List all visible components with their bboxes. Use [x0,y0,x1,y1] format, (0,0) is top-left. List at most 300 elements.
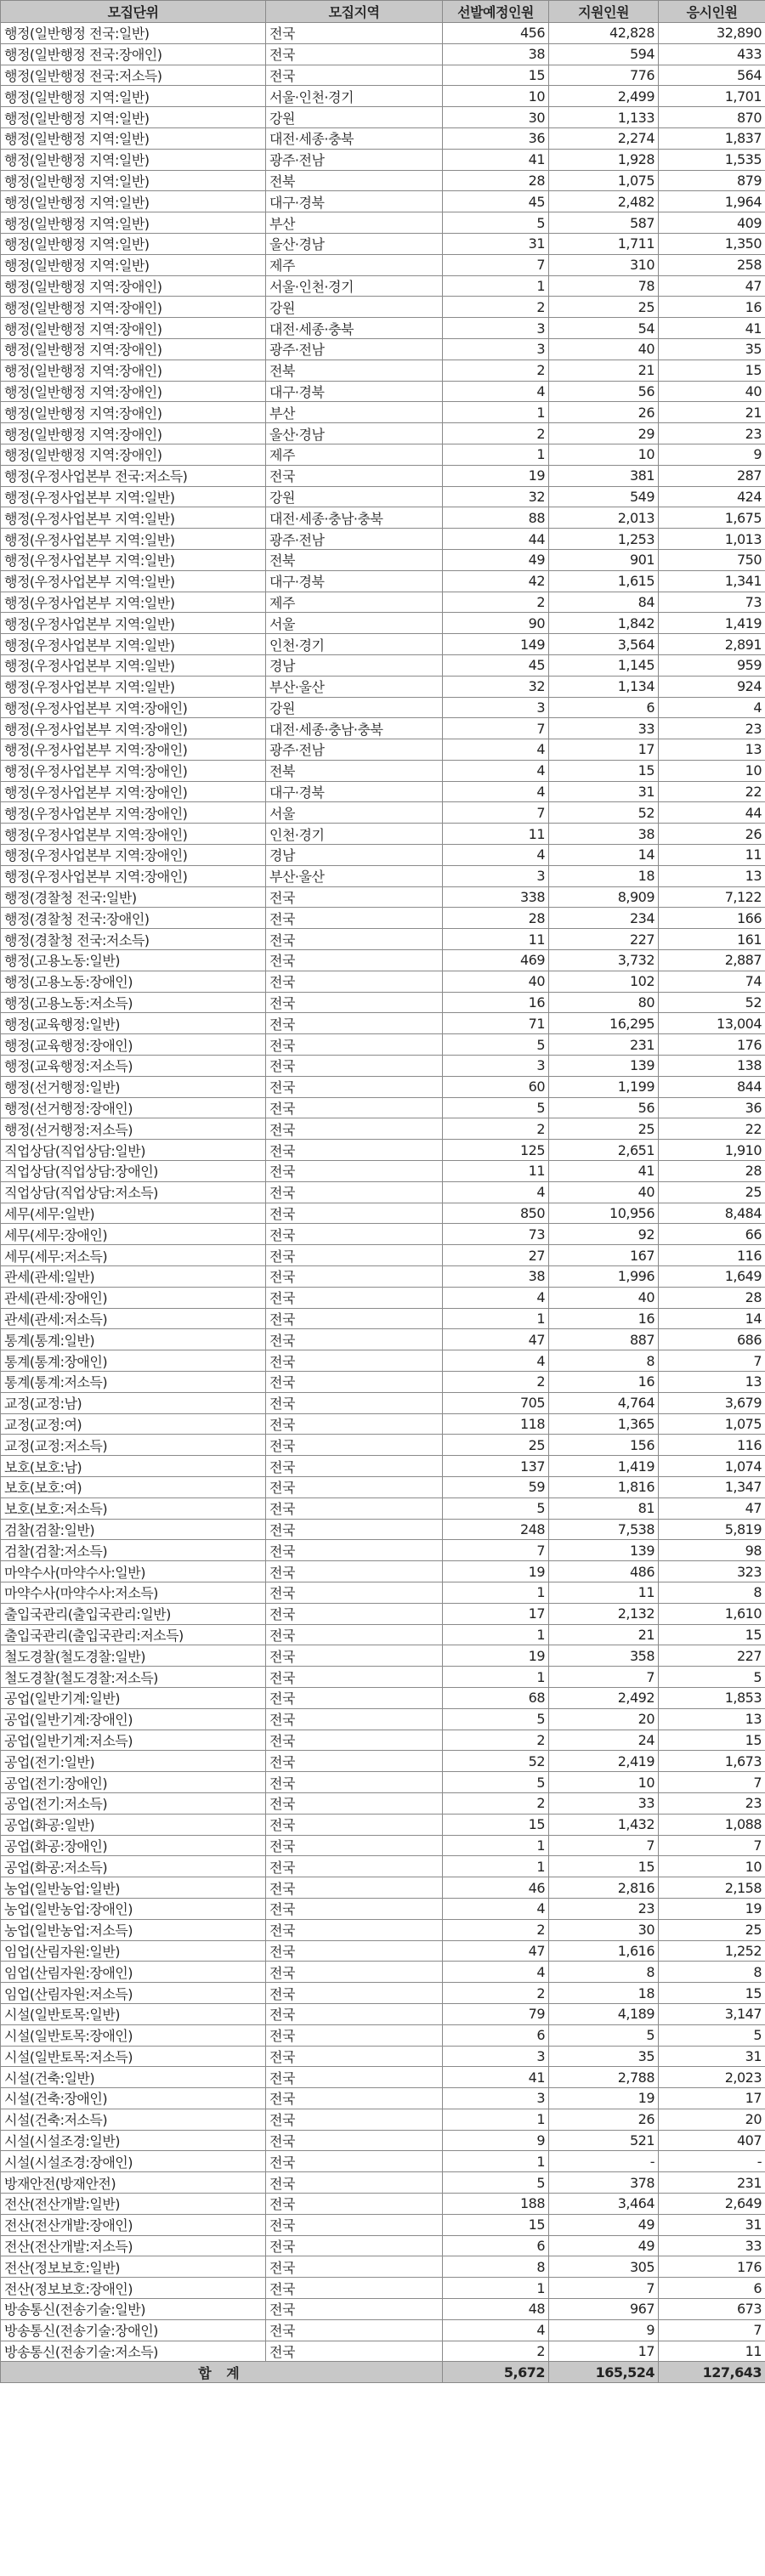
planned-cell: 2 [443,1730,549,1751]
table-row [1,1667,765,1688]
region-cell: 전국 [266,1076,443,1097]
table-row [1,65,765,86]
region-cell: 전국 [266,950,443,971]
table-row [1,149,765,170]
unit-cell: 행정(교육행정:일반) [1,1013,266,1034]
table-row [1,360,765,381]
applicants-cell: 33 [549,718,659,739]
region-cell: 전국 [266,1814,443,1835]
planned-cell: 42 [443,570,549,592]
applicants-cell: 84 [549,592,659,613]
applicants-cell: 52 [549,802,659,824]
planned-cell: 3 [443,865,549,886]
planned-cell: 45 [443,654,549,676]
region-cell: 부산·울산 [266,676,443,697]
planned-cell: 4 [443,1350,549,1372]
unit-cell: 행정(일반행정 지역:장애인) [1,360,266,381]
unit-cell: 행정(고용노동:저소득) [1,992,266,1013]
applicants-cell: 5 [549,2024,659,2046]
planned-cell: 38 [443,1266,549,1288]
planned-cell: 2 [443,1372,549,1393]
region-cell: 부산 [266,212,443,234]
planned-cell: 149 [443,634,549,655]
applicants-cell: 17 [549,2341,659,2362]
applicants-cell: 3,732 [549,950,659,971]
table-row [1,23,765,44]
applicants-cell: 9 [549,2319,659,2341]
unit-cell: 보호(보호:여) [1,1476,266,1497]
applicants-cell: 1,133 [549,107,659,128]
applicants-cell: 967 [549,2299,659,2320]
unit-cell: 직업상담(직업상담:저소득) [1,1181,266,1203]
unit-cell: 시설(일반토목:일반) [1,2003,266,2024]
table-row [1,1161,765,1182]
applicants-cell: 549 [549,486,659,507]
applicants-cell: 78 [549,275,659,297]
unit-cell: 공업(일반기계:일반) [1,1687,266,1708]
planned-cell: 10 [443,86,549,107]
planned-cell: 32 [443,676,549,697]
region-cell: 전국 [266,1203,443,1224]
header-unit: 모집단위 [1,1,266,23]
examinees-cell: 1,675 [659,507,765,529]
region-cell: 전국 [266,1372,443,1393]
examinees-cell: 31 [659,2214,765,2235]
examinees-cell: 750 [659,549,765,570]
table-row [1,1835,765,1856]
examinees-cell: 7 [659,1772,765,1793]
applicants-cell: 2,482 [549,191,659,212]
header-examinees: 응시인원 [659,1,765,23]
planned-cell: 60 [443,1076,549,1097]
examinees-cell: 1,252 [659,1940,765,1962]
examinees-cell: 1,088 [659,1814,765,1835]
applicants-cell: 80 [549,992,659,1013]
region-cell: 전국 [266,2130,443,2151]
unit-cell: 전산(전산개발:일반) [1,2194,266,2215]
unit-cell: 행정(일반행정 지역:장애인) [1,318,266,339]
examinees-cell: 161 [659,929,765,950]
table-row [1,908,765,929]
applicants-cell: 6 [549,697,659,718]
applicants-cell: 587 [549,212,659,234]
unit-cell: 시설(일반토목:저소득) [1,2046,266,2067]
examinees-cell: 870 [659,107,765,128]
unit-cell: 행정(우정사업본부 지역:일반) [1,676,266,697]
planned-cell: 1 [443,275,549,297]
planned-cell: 2 [443,1983,549,2004]
region-cell: 전국 [266,1497,443,1519]
unit-cell: 농업(일반농업:장애인) [1,1898,266,1919]
planned-cell: 28 [443,908,549,929]
region-cell: 전국 [266,1245,443,1266]
unit-cell: 공업(전기:저소득) [1,1792,266,1814]
region-cell: 전국 [266,1603,443,1624]
planned-cell: 46 [443,1877,549,1899]
examinees-cell: 8 [659,1962,765,1983]
region-cell: 전국 [266,1161,443,1182]
examinees-cell: 15 [659,1624,765,1645]
unit-cell: 공업(화공:장애인) [1,1835,266,1856]
table-row [1,2214,765,2235]
region-cell: 광주·전남 [266,149,443,170]
unit-cell: 행정(교육행정:저소득) [1,1056,266,1077]
unit-cell: 관세(관세:일반) [1,1266,266,1288]
region-cell: 전북 [266,549,443,570]
table-row [1,1561,765,1582]
examinees-cell: 176 [659,2256,765,2278]
region-cell: 전국 [266,2194,443,2215]
unit-cell: 행정(일반행정 지역:장애인) [1,423,266,444]
region-cell: 전북 [266,360,443,381]
table-row [1,2003,765,2024]
unit-cell: 전산(전산개발:장애인) [1,2214,266,2235]
table-row [1,233,765,254]
applicants-cell: 26 [549,2109,659,2130]
examinees-cell: 16 [659,297,765,318]
applicants-cell: 10,956 [549,1203,659,1224]
unit-cell: 방송통신(전송기술:일반) [1,2299,266,2320]
table-row [1,676,765,697]
region-cell: 경남 [266,845,443,866]
unit-cell: 보호(보호:저소득) [1,1497,266,1519]
table-row [1,1372,765,1393]
examinees-cell: 564 [659,65,765,86]
examinees-cell: 176 [659,1034,765,1056]
applicants-cell: 2,651 [549,1140,659,1161]
region-cell: 전국 [266,1983,443,2004]
table-row [1,971,765,992]
unit-cell: 마약수사(마약수사:일반) [1,1561,266,1582]
planned-cell: 4 [443,1287,549,1308]
applicants-cell: 56 [549,381,659,402]
region-cell: 전국 [266,2214,443,2235]
table-row [1,1730,765,1751]
unit-cell: 시설(건축:장애인) [1,2088,266,2109]
table-row [1,1118,765,1140]
region-cell: 전국 [266,929,443,950]
table-row [1,191,765,212]
region-cell: 전국 [266,1056,443,1077]
applicants-cell: 1,253 [549,529,659,550]
planned-cell: 15 [443,65,549,86]
applicants-cell: 49 [549,2235,659,2256]
planned-cell: 73 [443,1224,549,1245]
planned-cell: 31 [443,233,549,254]
table-row [1,107,765,128]
applicants-cell: 310 [549,254,659,275]
planned-cell: 4 [443,1898,549,1919]
planned-cell: 3 [443,318,549,339]
unit-cell: 검찰(검찰:일반) [1,1519,266,1540]
table-body [1,23,765,2362]
applicants-cell: 358 [549,1645,659,1667]
table-row [1,1224,765,1245]
unit-cell: 행정(우정사업본부 지역:일반) [1,654,266,676]
examinees-cell: 5 [659,1667,765,1688]
unit-cell: 행정(교육행정:장애인) [1,1034,266,1056]
examinees-cell: 28 [659,1287,765,1308]
region-cell: 전국 [266,1835,443,1856]
examinees-cell: 7,122 [659,886,765,908]
unit-cell: 행정(일반행정 지역:일반) [1,191,266,212]
unit-cell: 행정(일반행정 지역:장애인) [1,444,266,465]
planned-cell: 19 [443,465,549,486]
applicants-cell: 2,274 [549,127,659,149]
region-cell: 강원 [266,297,443,318]
table-row [1,1772,765,1793]
planned-cell: 1 [443,1835,549,1856]
examinees-cell: 13,004 [659,1013,765,1034]
unit-cell: 출입국관리(출입국관리:저소득) [1,1624,266,1645]
unit-cell: 공업(화공:저소득) [1,1856,266,1877]
examinees-cell: 98 [659,1540,765,1561]
region-cell: 전국 [266,1667,443,1688]
planned-cell: 1 [443,1308,549,1329]
planned-cell: 30 [443,107,549,128]
examinees-cell: 166 [659,908,765,929]
applicants-cell: 381 [549,465,659,486]
planned-cell: 1 [443,1582,549,1603]
planned-cell: 38 [443,43,549,65]
examinees-cell: 2,023 [659,2067,765,2088]
examinees-cell: 6 [659,2278,765,2299]
examinees-cell: 52 [659,992,765,1013]
planned-cell: 5 [443,1034,549,1056]
table-row [1,423,765,444]
table-row [1,992,765,1013]
total-examinees: 127,643 [659,2362,765,2383]
unit-cell: 행정(선거행정:일반) [1,1076,266,1097]
unit-cell: 행정(일반행정 지역:일반) [1,170,266,191]
examinees-cell: 4 [659,697,765,718]
planned-cell: 28 [443,170,549,191]
table-row [1,1497,765,1519]
examinees-cell: 1,341 [659,570,765,592]
planned-cell: 7 [443,254,549,275]
table-row [1,1540,765,1561]
region-cell: 광주·전남 [266,338,443,360]
unit-cell: 공업(전기:장애인) [1,1772,266,1793]
applicants-cell: 18 [549,865,659,886]
applicants-cell: 11 [549,1582,659,1603]
examinees-cell: 36 [659,1097,765,1118]
unit-cell: 직업상담(직업상담:장애인) [1,1161,266,1182]
table-row [1,2109,765,2130]
unit-cell: 공업(화공:일반) [1,1814,266,1835]
planned-cell: 1 [443,2151,549,2172]
unit-cell: 출입국관리(출입국관리:일반) [1,1603,266,1624]
examinees-cell: 19 [659,1898,765,1919]
applicants-cell: 2,816 [549,1877,659,1899]
planned-cell: 3 [443,338,549,360]
region-cell: 전국 [266,1140,443,1161]
planned-cell: 3 [443,1056,549,1077]
planned-cell: 90 [443,613,549,634]
table-row [1,1245,765,1266]
examinees-cell: 1,074 [659,1456,765,1477]
examinees-cell: 23 [659,423,765,444]
table-row [1,1582,765,1603]
table-row [1,1181,765,1203]
region-cell: 전국 [266,1287,443,1308]
unit-cell: 행정(우정사업본부 지역:장애인) [1,865,266,886]
examinees-cell: 13 [659,1372,765,1393]
table-row [1,1476,765,1497]
examinees-cell: 116 [659,1245,765,1266]
planned-cell: 3 [443,697,549,718]
region-cell: 전국 [266,1561,443,1582]
table-row [1,2046,765,2067]
unit-cell: 행정(고용노동:장애인) [1,971,266,992]
planned-cell: 8 [443,2256,549,2278]
planned-cell: 7 [443,718,549,739]
table-row [1,549,765,570]
examinees-cell: 433 [659,43,765,65]
region-cell: 전국 [266,1940,443,1962]
applicants-cell: 25 [549,297,659,318]
region-cell: 울산·경남 [266,423,443,444]
planned-cell: 2 [443,1919,549,1940]
region-cell: 전국 [266,1792,443,1814]
examinees-cell: 22 [659,1118,765,1140]
planned-cell: 5 [443,212,549,234]
table-row [1,402,765,423]
unit-cell: 방재안전(방재안전) [1,2172,266,2194]
applicants-cell: 167 [549,1245,659,1266]
unit-cell: 세무(세무:저소득) [1,1245,266,1266]
applicants-cell: 1,816 [549,1476,659,1497]
region-cell: 전국 [266,2235,443,2256]
examinees-cell: 7 [659,2319,765,2341]
planned-cell: 4 [443,739,549,761]
planned-cell: 1 [443,2278,549,2299]
examinees-cell: 47 [659,1497,765,1519]
examinees-cell: 66 [659,1224,765,1245]
examinees-cell: 13 [659,865,765,886]
unit-cell: 행정(일반행정 지역:일반) [1,127,266,149]
region-cell: 강원 [266,486,443,507]
applicants-cell: 30 [549,1919,659,1940]
unit-cell: 행정(우정사업본부 지역:장애인) [1,760,266,781]
region-cell: 전국 [266,992,443,1013]
examinees-cell: 287 [659,465,765,486]
planned-cell: 1 [443,402,549,423]
examinees-cell: 28 [659,1161,765,1182]
planned-cell: 15 [443,1814,549,1835]
table-row [1,865,765,886]
unit-cell: 행정(우정사업본부 지역:일반) [1,613,266,634]
examinees-cell: 8 [659,1582,765,1603]
table-row [1,2024,765,2046]
examinees-cell: 21 [659,402,765,423]
region-cell: 전국 [266,1898,443,1919]
applicants-cell: 10 [549,444,659,465]
region-cell: 광주·전남 [266,529,443,550]
region-cell: 전국 [266,2109,443,2130]
table-row [1,2151,765,2172]
unit-cell: 전산(정보보호:일반) [1,2256,266,2278]
applicants-cell: 21 [549,360,659,381]
planned-cell: 19 [443,1561,549,1582]
applicants-cell: 4,764 [549,1392,659,1413]
unit-cell: 행정(우정사업본부 전국:저소득) [1,465,266,486]
examinees-cell: 1,649 [659,1266,765,1288]
planned-cell: 4 [443,381,549,402]
unit-cell: 마약수사(마약수사:저소득) [1,1582,266,1603]
region-cell: 전국 [266,1308,443,1329]
region-cell: 전국 [266,2024,443,2046]
unit-cell: 시설(일반토목:장애인) [1,2024,266,2046]
table-row [1,2088,765,2109]
region-cell: 울산·경남 [266,233,443,254]
region-cell: 전국 [266,1013,443,1034]
applicants-cell: 4,189 [549,2003,659,2024]
table-row [1,1329,765,1350]
region-cell: 전국 [266,2299,443,2320]
region-cell: 전국 [266,2278,443,2299]
planned-cell: 338 [443,886,549,908]
region-cell: 광주·전남 [266,739,443,761]
unit-cell: 세무(세무:일반) [1,1203,266,1224]
region-cell: 대구·경북 [266,191,443,212]
region-cell: 부산 [266,402,443,423]
unit-cell: 관세(관세:저소득) [1,1308,266,1329]
table-row [1,275,765,297]
applicants-cell: 1,928 [549,149,659,170]
examinees-cell: 5 [659,2024,765,2046]
planned-cell: 1 [443,2109,549,2130]
applicants-cell: 7,538 [549,1519,659,1540]
unit-cell: 행정(일반행정 지역:장애인) [1,338,266,360]
region-cell: 전국 [266,1962,443,1983]
examinees-cell: 1,964 [659,191,765,212]
unit-cell: 통계(통계:저소득) [1,1372,266,1393]
applicants-cell: 26 [549,402,659,423]
region-cell: 제주 [266,592,443,613]
applicants-cell: 8 [549,1962,659,1983]
examinees-cell: 3,679 [659,1392,765,1413]
planned-cell: 11 [443,929,549,950]
table-row [1,1814,765,1835]
table-row [1,1962,765,1983]
total-planned: 5,672 [443,2362,549,2383]
applicants-cell: 2,132 [549,1603,659,1624]
table-row [1,444,765,465]
planned-cell: 3 [443,2088,549,2109]
region-cell: 전국 [266,1329,443,1350]
examinees-cell: 11 [659,845,765,866]
applicants-cell: 24 [549,1730,659,1751]
table-row [1,592,765,613]
region-cell: 전국 [266,1877,443,1899]
examinees-cell: 1,535 [659,149,765,170]
applicants-cell: 2,013 [549,507,659,529]
examinees-cell: 73 [659,592,765,613]
planned-cell: 27 [443,1245,549,1266]
region-cell: 전국 [266,1224,443,1245]
applicants-cell: 7 [549,2278,659,2299]
planned-cell: 41 [443,2067,549,2088]
planned-cell: 4 [443,1181,549,1203]
table-row [1,1940,765,1962]
examinees-cell: 1,853 [659,1687,765,1708]
table-row [1,781,765,802]
planned-cell: 19 [443,1645,549,1667]
examinees-cell: 2,649 [659,2194,765,2215]
applicants-cell: 1,432 [549,1814,659,1835]
planned-cell: 2 [443,1118,549,1140]
